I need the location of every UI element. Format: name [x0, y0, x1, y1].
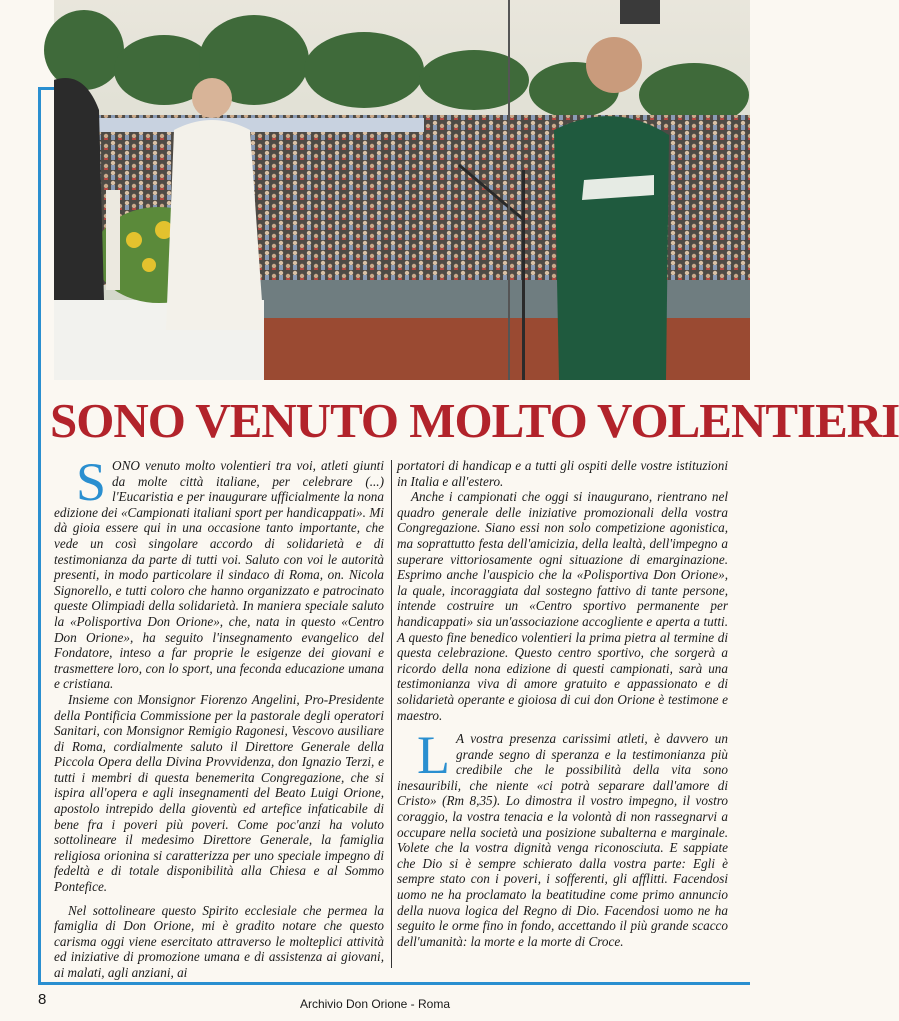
right-column	[397, 458, 728, 949]
left-paragraph-1: SONO venuto molto volentieri tra voi, atleti giunti da molte città italiane, per celebrare (...) l'Eucaristia e per inaugurare ufficialmente la nona edizione dei «Campionati italiani sport per handicappati». Mi dà gioia essere qui in una occasione tanto importante, che vede un così singolare accordo di solidarietà e di testimonianza da parte di tutti voi. Saluto con voi le autorità presenti, in modo particolare il sindaco di Roma, on. Nicola Signorello, e tutti coloro che hanno organizzato e patrocinato queste Olimpiadi della solidarietà. In maniera speciale saluto la «Polisportiva Don Orione», che, nata in questo «Centro Don Orione», ha seguito l'insegnamento evangelico del Fondatore, inteso a far proprie le esigenze dei giovani e trasmettere loro, con lo sport, una feconda educazione umana e cristiana.	[54, 452, 384, 692]
headline: SONO VENUTO MOLTO VOLENTIERI	[50, 393, 899, 448]
column-divider	[391, 460, 392, 968]
left-paragraph-3: Nel sottolineare questo Spirito ecclesiale che permea la famiglia di Don Orione, mi è gradito notare che questo carisma oggi viene esercitato attraverso le molteplici attività ed iniziative di promozione umana e di assistenza ai giovani, ai malati, agli anziani, ai	[54, 902, 384, 980]
cover-photo	[54, 0, 750, 380]
page-number: 8	[38, 991, 47, 1008]
right-paragraph-3: L A vostra presenza carissimi atleti, è davvero un grande segno di speranza e la testimonianza più credibile che le possibilità della vita sono inesauribili, che niente «ci potrà separare dall'amore di Cristo» (Rm 8,35). Lo dimostra il vostro impegno, il vostro coraggio, la vostra tenacia e la volontà di non rassegnarvi a occupare nella società una posizione subalterna e marginale. Volete che la vostra dignità venga riconosciuta. E sappiate che Dio si è sempre schierato dalla vostra parte: Egli è sempre stato con i poveri, i sofferenti, gli afflitti. Facendosi uomo ne ha proclamato la beatitudine come primo annuncio della nuova logica del Regno di Dio. Facendosi uomo ne ha seguito le orme fino in fondo, accettando il più grande scacco dell'umanità: la morte e la morte di Croce.	[397, 725, 728, 949]
right-dropcap: L	[417, 725, 450, 786]
left-paragraph-2: Insieme con Monsignor Fiorenzo Angelini, Pro-Presidente della Pontificia Commissione per la pastorale degli operatori Sanitari, con Monsignor Remigio Ragonesi, Vescovo ausiliare di Roma, cordialmente saluto il Direttore Generale della Piccola Opera della Divina Provvidenza, don Ignazio Terzi, e tutti i membri di questa benemerita Congregazione, che si ispira all'opera e agli insegnamenti del Beato Luigi Orione, apostolo intrepido della gioventù ed artefice infaticabile di bene fra i poveri più poveri. Come poc'anzi ha voluto sottolineare il medesimo Direttore Generale, la famiglia religiosa orionina si caratterizza per uno speciale impegno di fedeltà e di totale disponibilità alla Chiesa e al Sommo Pontefice.	[54, 691, 384, 895]
photo-illustration	[54, 0, 750, 380]
right-paragraph-2: Anche i campionati che oggi si inaugurano, rientrano nel quadro generale delle iniziative promozionali della vostra Congregazione. Siano essi non solo competizione agonistica, ma soprattutto festa dell'amicizia, della lealtà, dell'impegno a superare vittoriosamente ogni situazione di emarginazione. Esprimo anche l'auspicio che la «Polisportiva Don Orione», la quale, incoraggiata dal sostegno fattivo di tante persone, intende costruire un «Centro sportivo permanente per handicappati» sia un'associazione accogliente e aperta a tutti. A questo fine benedico volentieri la prima pietra al termine di questa celebrazione. Questo centro sportivo, che sorgerà a ricordo della nona edizione di questi campionati, sarà una testimonianza viva di amore gratuito e appassionato e di solidarietà operante e gioiosa di cui don Orione è testimone e maestro.	[397, 489, 728, 723]
right-paragraph-1: portatori di handicap e a tutti gli ospiti delle vostre istituzioni in Italia e all'estero.	[397, 458, 728, 489]
archive-caption: Archivio Don Orione - Roma	[299, 997, 451, 1011]
left-dropcap: S	[76, 452, 107, 512]
blue-frame-left	[38, 87, 41, 984]
blue-frame-bottom	[38, 982, 750, 985]
left-column	[54, 452, 384, 981]
